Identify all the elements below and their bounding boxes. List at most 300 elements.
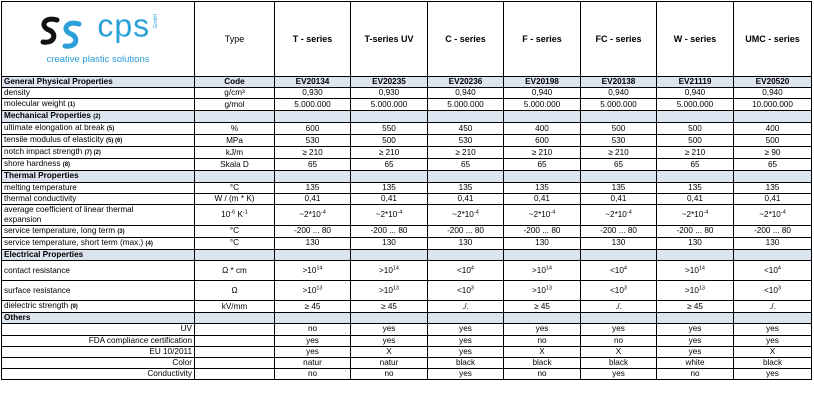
value-cell: yes [428,346,504,357]
property-label: thermal conductivity [4,193,77,203]
table-row [2,123,812,135]
value-exponent: 14 [316,264,323,271]
logo-name: cps [97,6,151,43]
value-cell: 0,940 [657,88,734,99]
section-title-text: Thermal Properties [4,171,79,181]
value-base: ~2*10 [605,209,627,219]
value-exponent: 13 [316,284,323,291]
value-cell: ≥ 210 [275,147,351,159]
series-header: W - series [657,2,734,77]
value-cell: yes [428,324,504,335]
table-row [2,261,812,281]
code-value: EV20520 [734,77,812,88]
table-row [2,193,812,204]
section-title-text: Electrical Properties [4,250,84,260]
value-cell: yes [275,335,351,346]
section-blank [657,111,734,123]
section-title [2,313,195,324]
value-cell: no [504,335,581,346]
value-exponent: 14 [545,264,552,271]
footnote-ref: (1) [67,102,76,109]
section-blank [195,249,275,260]
value-base: >10 [302,285,317,295]
value-cell: yes [351,335,428,346]
unit-part: 10 [221,209,231,219]
property-name [2,346,195,357]
header-row [2,2,812,77]
value-cell: 130 [275,237,351,249]
section-blank [351,249,428,260]
value-cell [275,261,351,281]
value-cell: black [734,357,812,368]
property-label: expansion [4,214,42,224]
property-name [2,182,195,193]
value-exponent: 3 [470,284,474,291]
value-cell: ≥ 45 [504,301,581,313]
table-row [2,225,812,237]
value-exponent: -4 [626,209,632,216]
value-cell: 0,930 [275,88,351,99]
unit-cell: g/cm³ [195,88,275,99]
section-title [2,77,195,88]
property-label: contact resistance [4,265,70,275]
value-cell: X [581,346,657,357]
code-value: EV20236 [428,77,504,88]
section-blank [351,313,428,324]
value-cell: -200 ... 80 [657,225,734,237]
value-cell: 0,930 [351,88,428,99]
value-cell: no [504,369,581,380]
footnote-ref: (9) [70,304,78,311]
value-cell: yes [734,335,812,346]
unit-cell: MPa [195,135,275,147]
property-name [2,357,195,368]
value-cell: 135 [657,182,734,193]
value-cell: 135 [275,182,351,193]
value-cell [581,281,657,301]
table-row [2,313,812,324]
value-cell: yes [351,324,428,335]
value-cell: 130 [351,237,428,249]
value-cell [428,204,504,225]
unit-cell: °C [195,237,275,249]
value-cell: no [351,369,428,380]
value-cell: ≥ 210 [351,147,428,159]
value-exponent: 14 [392,264,399,271]
value-cell [581,204,657,225]
value-base: >10 [378,285,393,295]
code-value: EV20138 [581,77,657,88]
value-cell: yes [428,369,504,380]
property-label: tensile modulus of elasticity [4,135,104,145]
footnote-ref: (2) [93,114,101,121]
value-cell: 0,41 [351,193,428,204]
value-cell [351,281,428,301]
value-cell: ≥ 210 [657,147,734,159]
code-value: EV20235 [351,77,428,88]
value-base: ~2*10 [759,209,781,219]
value-base: >10 [531,265,546,275]
value-cell: 5.000.000 [657,99,734,111]
value-base: >10 [302,265,317,275]
value-cell: ./. [428,301,504,313]
section-blank [734,171,812,182]
unit-cell: Skala D [195,159,275,171]
value-cell [657,204,734,225]
value-cell: ≥ 90 [734,147,812,159]
table-row [2,88,812,99]
value-cell: white [657,357,734,368]
series-header: C - series [428,2,504,77]
section-blank [734,313,812,324]
section-blank [581,171,657,182]
code-label: Code [195,77,275,88]
value-cell: X [504,346,581,357]
section-blank [351,111,428,123]
table-row [2,237,812,249]
section-blank [657,313,734,324]
value-exponent: -4 [550,209,556,216]
property-name [2,237,195,249]
table-row [2,182,812,193]
value-cell: 5.000.000 [504,99,581,111]
unit-cell: % [195,123,275,135]
section-blank [581,249,657,260]
section-title [2,171,195,182]
value-cell: ≥ 210 [428,147,504,159]
value-cell [504,204,581,225]
property-name [2,335,195,346]
table-row [2,204,812,225]
property-name [2,225,195,237]
value-cell: 0,940 [504,88,581,99]
footnote-ref: (8) [62,162,71,169]
section-blank [504,313,581,324]
value-cell: ≥ 210 [504,147,581,159]
value-base: <10 [764,285,778,295]
property-label: notch impact strength [4,147,83,157]
value-cell: 0,41 [428,193,504,204]
logo [2,2,195,77]
value-cell: yes [734,324,812,335]
value-cell: 500 [581,123,657,135]
table-row [2,335,812,346]
unit-cell: W / (m * K) [195,193,275,204]
value-cell: 65 [734,159,812,171]
table-row [2,357,812,368]
property-label: Conductivity [147,369,192,379]
unit-cell: °C [195,225,275,237]
value-exponent: 4 [623,264,627,271]
value-cell: 5.000.000 [428,99,504,111]
value-cell: -200 ... 80 [734,225,812,237]
section-title-text: Others [4,313,31,323]
section-title [2,111,195,123]
value-cell: yes [657,324,734,335]
value-cell: 5.000.000 [351,99,428,111]
footnote-ref: (4) [145,240,153,247]
property-label: EU 10/2011 [149,346,192,356]
table-row [2,369,812,380]
value-cell: yes [581,324,657,335]
value-cell: 530 [275,135,351,147]
unit-cell [195,369,275,380]
property-name [2,281,195,301]
series-header: T - series [275,2,351,77]
value-cell [504,261,581,281]
value-cell: yes [657,346,734,357]
series-header: F - series [504,2,581,77]
series-header: T-series UV [351,2,428,77]
value-cell [275,204,351,225]
footnote-ref: (7) (2) [84,150,101,157]
value-cell: 65 [351,159,428,171]
value-cell: 135 [734,182,812,193]
section-blank [428,111,504,123]
property-name [2,193,195,204]
section-blank [195,111,275,123]
property-name [2,301,195,313]
series-header: FC - series [581,2,657,77]
value-cell: 135 [351,182,428,193]
value-base: >10 [684,265,699,275]
value-cell: 135 [581,182,657,193]
section-blank [275,171,351,182]
value-cell: 0,41 [504,193,581,204]
section-blank [734,111,812,123]
value-base: >10 [684,285,699,295]
property-name [2,99,195,111]
value-base: ~2*10 [528,209,551,219]
section-blank [504,249,581,260]
value-cell: 0,41 [581,193,657,204]
value-cell: 65 [581,159,657,171]
value-cell: ≥ 210 [581,147,657,159]
value-cell: 0,940 [734,88,812,99]
value-cell: black [428,357,504,368]
value-cell: 400 [734,123,812,135]
unit-part: -6 [230,209,236,216]
value-cell: 600 [504,135,581,147]
value-cell: -200 ... 80 [275,225,351,237]
properties-table [1,1,812,380]
unit-cell: kJ/m [195,147,275,159]
value-base: <10 [457,285,471,295]
value-cell: no [275,369,351,380]
value-cell: yes [275,346,351,357]
section-blank [734,249,812,260]
value-cell: 0,41 [657,193,734,204]
value-cell [734,204,812,225]
value-cell: 10.000.000 [734,99,812,111]
value-base: ~2*10 [375,209,398,219]
property-name [2,324,195,335]
property-name [2,135,195,147]
unit-cell [195,357,275,368]
value-cell: 5.000.000 [275,99,351,111]
property-name [2,147,195,159]
table-row [2,77,812,88]
property-label: service temperature, short term (max.) [4,237,144,247]
property-name [2,159,195,171]
unit-cell: °C [195,182,275,193]
property-label: service temperature, long term [4,225,116,235]
value-exponent: -4 [397,209,403,216]
value-base: ~2*10 [452,209,474,219]
value-cell: 130 [734,237,812,249]
property-label: surface resistance [4,285,71,295]
section-blank [657,171,734,182]
footnote-ref: (5) (6) [105,138,123,145]
property-name [2,123,195,135]
table-row [2,159,812,171]
value-cell: 0,940 [428,88,504,99]
value-cell: -200 ... 80 [428,225,504,237]
value-cell [275,281,351,301]
unit-cell [195,204,275,225]
value-cell: 65 [275,159,351,171]
value-cell: 0,940 [581,88,657,99]
section-blank [195,171,275,182]
value-cell: 500 [351,135,428,147]
value-base: ~2*10 [299,209,321,219]
table-row [2,171,812,182]
value-cell: 130 [581,237,657,249]
value-exponent: 13 [392,284,399,291]
value-cell: -200 ... 80 [581,225,657,237]
value-exponent: 3 [777,284,781,291]
value-cell [428,281,504,301]
property-label: Color [172,357,192,367]
value-cell: 65 [504,159,581,171]
section-blank [504,171,581,182]
section-blank [428,313,504,324]
value-cell: ≥ 45 [275,301,351,313]
value-exponent: -4 [780,209,786,216]
table-row [2,111,812,123]
value-cell: 530 [428,135,504,147]
value-cell: 500 [657,123,734,135]
value-cell: 130 [504,237,581,249]
property-name [2,261,195,281]
section-blank [504,111,581,123]
series-header: UMC - series [734,2,812,77]
value-cell: 5.000.000 [581,99,657,111]
value-cell: yes [428,335,504,346]
table-row [2,147,812,159]
value-cell [428,261,504,281]
table-row [2,301,812,313]
code-value: EV21119 [657,77,734,88]
cps-logo-icon [35,14,95,54]
section-blank [195,313,275,324]
section-title [2,249,195,260]
logo-gmbh: GmbH [153,13,160,28]
value-cell: ≥ 45 [657,301,734,313]
value-exponent: 13 [545,284,552,291]
section-blank [428,171,504,182]
value-base: >10 [378,265,393,275]
value-cell: -200 ... 80 [351,225,428,237]
value-exponent: 4 [777,264,781,271]
value-base: ~2*10 [681,209,704,219]
section-blank [428,249,504,260]
footnote-ref: (3) [117,228,125,235]
value-cell: 450 [428,123,504,135]
section-blank [275,313,351,324]
section-title-text: Mechanical Properties [4,111,91,121]
unit-cell: Ω * cm [195,261,275,281]
section-blank [581,111,657,123]
value-cell [657,261,734,281]
value-cell [734,281,812,301]
unit-cell [195,335,275,346]
value-cell: 530 [581,135,657,147]
value-cell: 65 [657,159,734,171]
value-cell [657,281,734,301]
unit-cell [195,346,275,357]
section-blank [275,111,351,123]
value-cell: yes [657,335,734,346]
value-cell: 130 [428,237,504,249]
value-exponent: 4 [470,264,474,271]
value-base: <10 [610,285,624,295]
value-cell: 550 [351,123,428,135]
table-row [2,281,812,301]
property-label: shore hardness [4,159,61,169]
value-cell: black [504,357,581,368]
table-row [2,249,812,260]
value-cell: ≥ 45 [351,301,428,313]
table-row [2,324,812,335]
value-cell [351,204,428,225]
value-cell: no [275,324,351,335]
value-cell [734,261,812,281]
value-cell: 500 [734,135,812,147]
code-value: EV20134 [275,77,351,88]
type-header: Type [195,2,275,77]
unit-cell: Ω [195,281,275,301]
value-exponent: -4 [703,209,709,216]
value-cell: 135 [504,182,581,193]
property-name [2,369,195,380]
section-title-text: General Physical Properties [4,77,113,87]
value-exponent: 3 [623,284,627,291]
table-row [2,135,812,147]
value-cell: no [657,369,734,380]
unit-cell [195,324,275,335]
value-cell: yes [734,369,812,380]
property-label: FDA compliance certification [88,335,192,345]
value-exponent: 13 [698,284,705,291]
section-blank [657,249,734,260]
value-exponent: 14 [698,264,705,271]
value-base: <10 [457,265,471,275]
value-cell: 65 [428,159,504,171]
value-cell: 135 [428,182,504,193]
value-cell [581,261,657,281]
property-name [2,88,195,99]
value-cell: ./. [734,301,812,313]
value-cell: black [581,357,657,368]
value-cell: ./. [581,301,657,313]
section-blank [275,249,351,260]
property-label: melting temperature [4,182,77,192]
unit-part: K [235,209,243,219]
value-cell: 0,41 [734,193,812,204]
value-cell: yes [581,369,657,380]
property-name [2,204,195,225]
